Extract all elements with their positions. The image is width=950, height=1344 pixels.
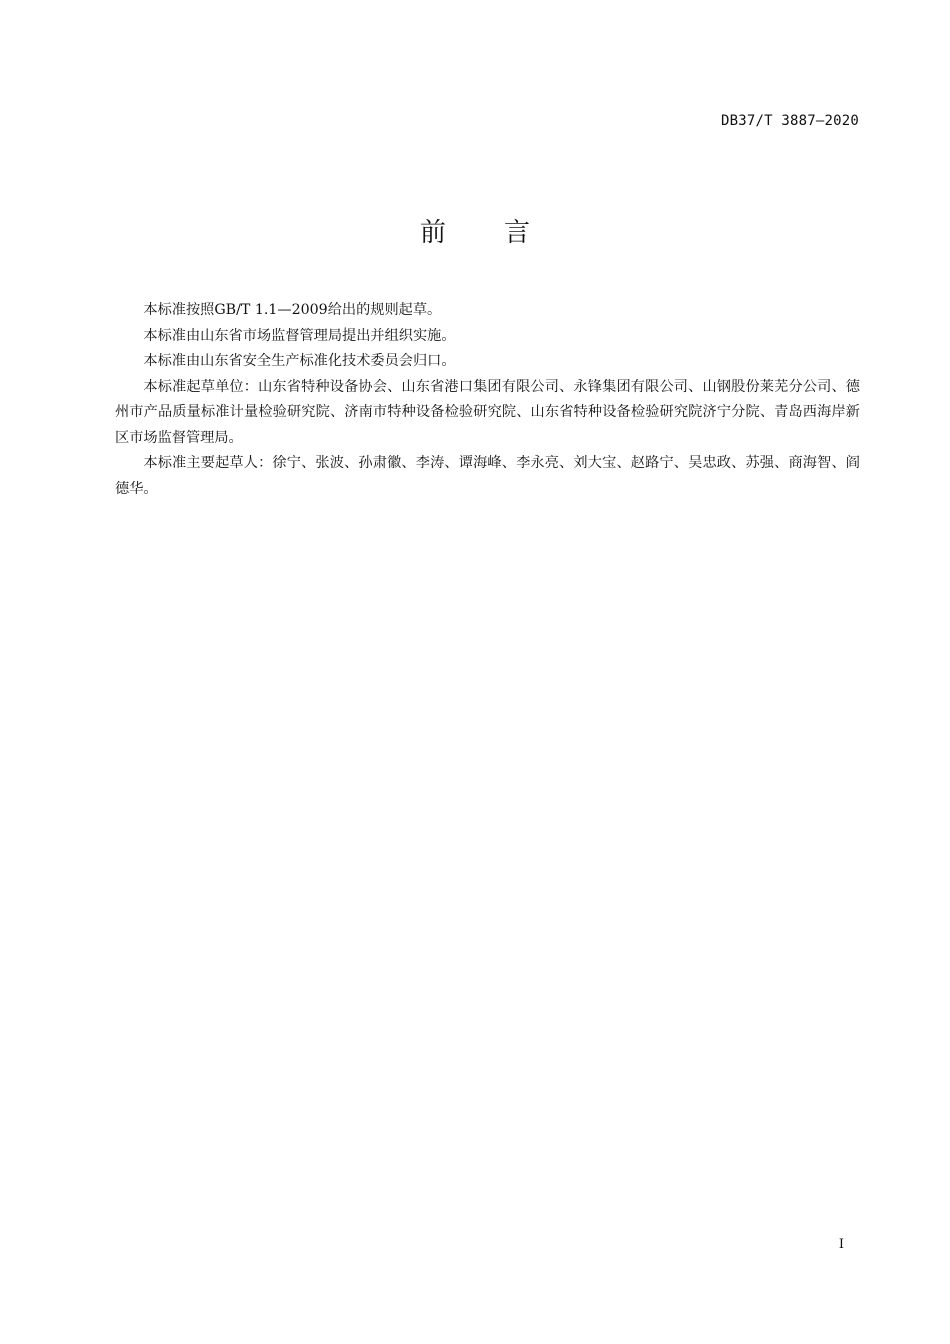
paragraph-proposer: 本标准由山东省市场监督管理局提出并组织实施。 — [143, 327, 456, 344]
document-code: DB37/T 3887—2020 — [720, 113, 859, 129]
paragraph-drafting-rules: 本标准按照GB/T 1.1—2009给出的规则起草。 — [143, 302, 442, 318]
foreword-body — [115, 298, 860, 502]
page-number: I — [838, 1237, 844, 1252]
paragraph-drafters: 本标准主要起草人：徐宁、张波、孙肃徽、李涛、谭海峰、李永亮、刘大宝、赵路宁、吴忠政、苏强、商海智、阎德华。 — [115, 455, 860, 497]
paragraph-centralized-unit: 本标准由山东省安全生产标准化技术委员会归口。 — [143, 353, 456, 369]
page-title: 前言 — [419, 218, 588, 248]
paragraph-drafting-units: 本标准起草单位：山东省特种设备协会、山东省港口集团有限公司、永锋集团有限公司、山钢股份莱芜分公司、德州市产品质量标准计量检验研究院、济南市特种设备检验研究院、山东省特种设备检验研究院济宁分院、青岛西海岸新区市场监督管理局。 — [115, 378, 860, 446]
